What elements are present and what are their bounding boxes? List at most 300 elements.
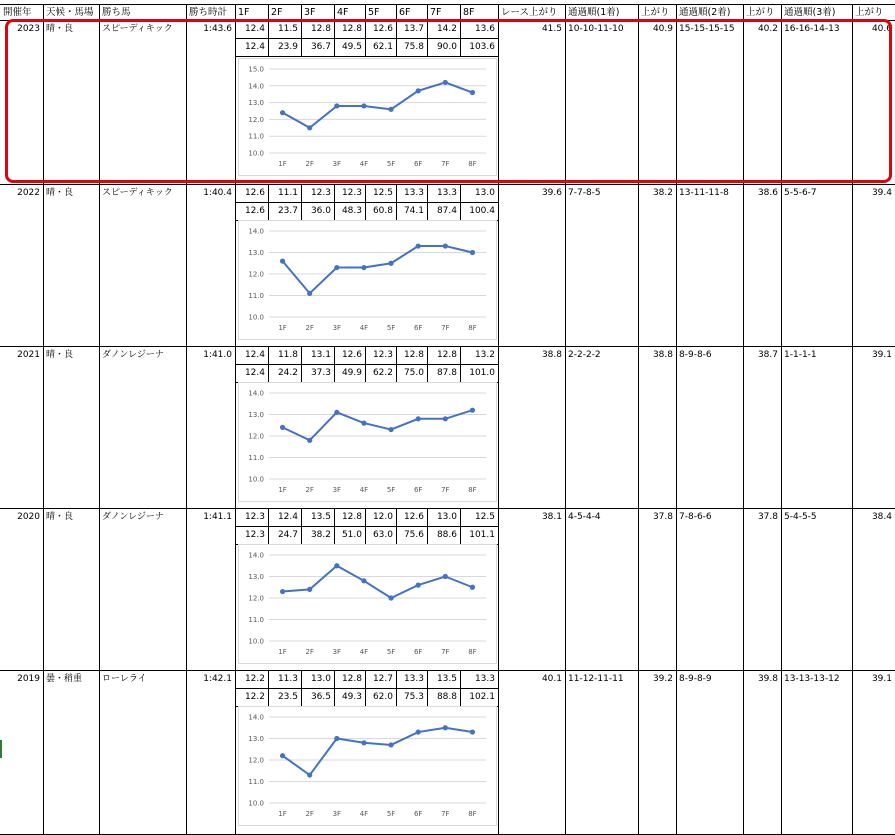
y-tick-label: 10.0 bbox=[248, 313, 264, 322]
data-point-6f bbox=[416, 583, 421, 588]
header-2[interactable]: 勝ち馬 bbox=[102, 7, 131, 18]
lap-7f-cell[interactable]: 13.3 bbox=[436, 188, 457, 198]
data-point-8f bbox=[470, 585, 475, 590]
x-tick-label: 6F bbox=[413, 648, 423, 656]
pass-order-2nd-cell[interactable]: 15-15-15-15 bbox=[679, 24, 735, 34]
pass-order-2nd-cell[interactable]: 13-11-11-8 bbox=[679, 188, 729, 198]
data-point-1f bbox=[280, 425, 285, 430]
grid-line bbox=[235, 4, 236, 835]
y-tick-label: 12.0 bbox=[248, 432, 264, 441]
grid-line bbox=[365, 20, 366, 56]
grid-line bbox=[638, 4, 639, 835]
line-chart-svg bbox=[239, 707, 496, 825]
grid-line bbox=[0, 184, 895, 185]
race-last-cell[interactable]: 41.5 bbox=[541, 24, 562, 34]
pass-order-1st-cell[interactable]: 4-5-4-4 bbox=[568, 512, 601, 522]
x-tick-label: 2F bbox=[305, 486, 314, 494]
last-3rd-cell[interactable]: 39.1 bbox=[871, 674, 892, 684]
header-5[interactable]: 2F bbox=[271, 7, 283, 18]
cumulative-5f-cell[interactable]: 62.2 bbox=[372, 368, 393, 378]
lap-3f-cell[interactable]: 12.8 bbox=[310, 24, 331, 34]
y-tick-label: 15.0 bbox=[248, 65, 264, 74]
x-tick-label: 5F bbox=[386, 648, 396, 656]
winner-cell[interactable]: スピーディキック bbox=[102, 188, 173, 198]
grid-line bbox=[268, 670, 269, 706]
year-cell[interactable]: 2023 bbox=[17, 24, 40, 34]
x-tick-label: 6F bbox=[413, 324, 423, 332]
data-point-5f bbox=[388, 427, 393, 432]
grid-line bbox=[781, 4, 782, 835]
x-tick-label: 4F bbox=[359, 648, 369, 656]
grid-line bbox=[427, 508, 428, 544]
last-3rd-cell[interactable]: 38.4 bbox=[871, 512, 892, 522]
lap-1f-cell[interactable]: 12.2 bbox=[244, 674, 265, 684]
lap-6f-cell[interactable]: 12.8 bbox=[403, 350, 424, 360]
line-chart-svg bbox=[239, 545, 496, 663]
grid-line bbox=[427, 20, 428, 56]
pass-order-3rd-cell[interactable]: 1-1-1-1 bbox=[784, 350, 817, 360]
winner-cell[interactable]: ダノンレジーナ bbox=[102, 350, 164, 360]
grid-line bbox=[427, 4, 428, 20]
data-point-8f bbox=[470, 90, 475, 95]
lap-8f-cell[interactable]: 13.6 bbox=[474, 24, 495, 34]
grid-line bbox=[676, 4, 677, 835]
cumulative-6f-cell[interactable]: 75.6 bbox=[403, 530, 424, 540]
grid-line bbox=[301, 508, 302, 544]
weather-cell[interactable]: 晴・良 bbox=[46, 512, 74, 522]
cumulative-2f-cell[interactable]: 24.7 bbox=[277, 530, 298, 540]
grid-line bbox=[268, 20, 269, 56]
grid-line bbox=[396, 508, 397, 544]
grid-line bbox=[301, 346, 302, 382]
last-3rd-cell[interactable]: 39.4 bbox=[871, 188, 892, 198]
year-cell[interactable]: 2020 bbox=[17, 512, 40, 522]
grid-line bbox=[365, 670, 366, 706]
cumulative-4f-cell[interactable]: 49.5 bbox=[341, 42, 362, 52]
cumulative-4f-cell[interactable]: 49.9 bbox=[341, 368, 362, 378]
data-point-2f bbox=[307, 587, 312, 592]
lap-3f-cell[interactable]: 13.1 bbox=[310, 350, 331, 360]
weather-cell[interactable]: 晴・良 bbox=[46, 188, 74, 198]
grid-line bbox=[743, 4, 744, 835]
data-point-2f bbox=[307, 438, 312, 443]
grid-line bbox=[460, 4, 461, 20]
cumulative-4f-cell[interactable]: 48.3 bbox=[341, 206, 362, 216]
grid-line bbox=[396, 670, 397, 706]
pass-order-3rd-cell[interactable]: 13-13-13-12 bbox=[784, 674, 840, 684]
data-point-8f bbox=[470, 408, 475, 413]
x-tick-label: 3F bbox=[332, 324, 342, 332]
cumulative-7f-cell[interactable]: 90.0 bbox=[436, 42, 457, 52]
lap-5f-cell[interactable]: 12.3 bbox=[372, 350, 393, 360]
lap-5f-cell[interactable]: 12.6 bbox=[372, 24, 393, 34]
lap-time-series-line bbox=[283, 82, 473, 127]
lap-2f-cell[interactable]: 11.3 bbox=[277, 674, 298, 684]
cumulative-4f-cell[interactable]: 49.3 bbox=[341, 692, 362, 702]
x-tick-label: 3F bbox=[332, 160, 342, 168]
race-last-cell[interactable]: 39.6 bbox=[541, 188, 562, 198]
pass-order-3rd-cell[interactable]: 16-16-14-13 bbox=[784, 24, 840, 34]
last-1st-cell[interactable]: 38.2 bbox=[652, 188, 673, 198]
grid-line bbox=[365, 508, 366, 544]
header-3[interactable]: 勝ち時計 bbox=[189, 7, 228, 18]
lap-chart-2022[interactable] bbox=[238, 220, 497, 340]
year-cell[interactable]: 2021 bbox=[17, 350, 40, 360]
data-point-8f bbox=[470, 729, 475, 734]
data-point-4f bbox=[361, 265, 366, 270]
year-cell[interactable]: 2022 bbox=[17, 188, 40, 198]
x-tick-label: 7F bbox=[441, 324, 450, 332]
grid-line bbox=[235, 202, 498, 203]
lap-time-series-line bbox=[283, 246, 473, 293]
grid-line bbox=[268, 184, 269, 220]
lap-2f-cell[interactable]: 11.1 bbox=[277, 188, 298, 198]
header-9[interactable]: 6F bbox=[399, 7, 411, 18]
weather-cell[interactable]: 曇・稍重 bbox=[46, 674, 83, 684]
data-point-6f bbox=[416, 729, 421, 734]
lap-chart-2023[interactable] bbox=[238, 58, 497, 176]
race-last-cell[interactable]: 38.8 bbox=[541, 350, 562, 360]
cumulative-1f-cell[interactable]: 12.3 bbox=[244, 530, 265, 540]
lap-5f-cell[interactable]: 12.5 bbox=[372, 188, 393, 198]
lap-1f-cell[interactable]: 12.3 bbox=[244, 512, 265, 522]
header-18[interactable]: 上がり bbox=[855, 7, 884, 18]
last-2nd-cell[interactable]: 38.7 bbox=[757, 350, 778, 360]
last-1st-cell[interactable]: 37.8 bbox=[652, 512, 673, 522]
cumulative-7f-cell[interactable]: 88.8 bbox=[436, 692, 457, 702]
cumulative-7f-cell[interactable]: 87.8 bbox=[436, 368, 457, 378]
lap-3f-cell[interactable]: 12.3 bbox=[310, 188, 331, 198]
lap-8f-cell[interactable]: 13.3 bbox=[474, 674, 495, 684]
header-17[interactable]: 通過順(3着) bbox=[784, 7, 836, 18]
lap-1f-cell[interactable]: 12.4 bbox=[244, 24, 265, 34]
cumulative-1f-cell[interactable]: 12.6 bbox=[244, 206, 265, 216]
grid-line bbox=[460, 508, 461, 544]
y-tick-label: 14.0 bbox=[248, 227, 264, 236]
header-8[interactable]: 5F bbox=[368, 7, 380, 18]
x-tick-label: 8F bbox=[468, 648, 477, 656]
x-tick-label: 1F bbox=[278, 486, 287, 494]
cumulative-8f-cell[interactable]: 103.6 bbox=[469, 42, 495, 52]
grid-line bbox=[396, 346, 397, 382]
winner-cell[interactable]: スピーディキック bbox=[102, 24, 173, 34]
lap-4f-cell[interactable]: 12.8 bbox=[341, 674, 362, 684]
x-tick-label: 2F bbox=[305, 160, 314, 168]
x-tick-label: 1F bbox=[278, 648, 287, 656]
winner-cell[interactable]: ダノンレジーナ bbox=[102, 512, 164, 522]
x-tick-label: 4F bbox=[359, 486, 369, 494]
time-cell[interactable]: 1:41.1 bbox=[203, 512, 232, 522]
pass-order-3rd-cell[interactable]: 5-5-6-7 bbox=[784, 188, 817, 198]
cumulative-2f-cell[interactable]: 23.7 bbox=[277, 206, 298, 216]
cumulative-2f-cell[interactable]: 23.5 bbox=[277, 692, 298, 702]
last-2nd-cell[interactable]: 37.8 bbox=[757, 512, 778, 522]
x-tick-label: 8F bbox=[468, 324, 477, 332]
lap-7f-cell[interactable]: 14.2 bbox=[436, 24, 457, 34]
data-point-7f bbox=[443, 725, 448, 730]
header-7[interactable]: 4F bbox=[337, 7, 349, 18]
cumulative-7f-cell[interactable]: 87.4 bbox=[436, 206, 457, 216]
year-cell[interactable]: 2019 bbox=[17, 674, 40, 684]
grid-line bbox=[43, 4, 44, 835]
lap-6f-cell[interactable]: 13.3 bbox=[403, 674, 424, 684]
data-point-5f bbox=[388, 595, 393, 600]
x-tick-label: 5F bbox=[386, 810, 396, 818]
time-cell[interactable]: 1:43.6 bbox=[203, 24, 232, 34]
cumulative-6f-cell[interactable]: 75.0 bbox=[403, 368, 424, 378]
data-point-2f bbox=[307, 125, 312, 130]
data-point-3f bbox=[334, 563, 339, 568]
cumulative-6f-cell[interactable]: 75.8 bbox=[403, 42, 424, 52]
x-tick-label: 5F bbox=[386, 160, 396, 168]
lap-6f-cell[interactable]: 13.7 bbox=[403, 24, 424, 34]
time-cell[interactable]: 1:40.4 bbox=[203, 188, 232, 198]
x-tick-label: 3F bbox=[332, 486, 342, 494]
grid-line bbox=[0, 4, 895, 5]
lap-3f-cell[interactable]: 13.0 bbox=[310, 674, 331, 684]
y-tick-label: 11.0 bbox=[248, 132, 264, 141]
pass-order-1st-cell[interactable]: 10-10-11-10 bbox=[568, 24, 624, 34]
header-12[interactable]: レース上がり bbox=[501, 7, 558, 18]
last-2nd-cell[interactable]: 40.2 bbox=[757, 24, 778, 34]
y-tick-label: 11.0 bbox=[248, 292, 264, 300]
x-tick-label: 7F bbox=[441, 648, 450, 656]
lap-6f-cell[interactable]: 12.6 bbox=[403, 512, 424, 522]
x-tick-label: 6F bbox=[413, 486, 423, 494]
grid-line bbox=[396, 4, 397, 20]
lap-7f-cell[interactable]: 13.5 bbox=[436, 674, 457, 684]
last-1st-cell[interactable]: 40.9 bbox=[652, 24, 673, 34]
cumulative-8f-cell[interactable]: 101.1 bbox=[469, 530, 495, 540]
pass-order-2nd-cell[interactable]: 7-8-6-6 bbox=[679, 512, 712, 522]
lap-1f-cell[interactable]: 12.6 bbox=[244, 188, 265, 198]
cumulative-3f-cell[interactable]: 36.5 bbox=[310, 692, 331, 702]
lap-chart-2021[interactable] bbox=[238, 382, 497, 502]
lap-2f-cell[interactable]: 11.5 bbox=[277, 24, 298, 34]
x-tick-label: 8F bbox=[468, 160, 477, 168]
data-point-5f bbox=[388, 742, 393, 747]
lap-7f-cell[interactable]: 13.0 bbox=[436, 512, 457, 522]
data-point-1f bbox=[280, 110, 285, 115]
cumulative-5f-cell[interactable]: 62.0 bbox=[372, 692, 393, 702]
header-13[interactable]: 通過順(1着) bbox=[568, 7, 620, 18]
grid-line bbox=[396, 184, 397, 220]
header-14[interactable]: 上がり bbox=[641, 7, 670, 18]
y-tick-label: 11.0 bbox=[248, 778, 264, 786]
winner-cell[interactable]: ローレライ bbox=[102, 674, 147, 684]
grid-line bbox=[334, 346, 335, 382]
grid-line bbox=[235, 38, 498, 39]
grid-line bbox=[460, 670, 461, 706]
lap-4f-cell[interactable]: 12.6 bbox=[341, 350, 362, 360]
cumulative-3f-cell[interactable]: 36.0 bbox=[310, 206, 331, 216]
header-16[interactable]: 上がり bbox=[746, 7, 775, 18]
cumulative-1f-cell[interactable]: 12.2 bbox=[244, 692, 265, 702]
grid-line bbox=[427, 184, 428, 220]
grid-line bbox=[498, 4, 499, 835]
header-4[interactable]: 1F bbox=[238, 7, 250, 18]
x-tick-label: 2F bbox=[305, 648, 314, 656]
lap-4f-cell[interactable]: 12.8 bbox=[341, 24, 362, 34]
x-tick-label: 1F bbox=[278, 324, 287, 332]
x-tick-label: 8F bbox=[468, 810, 477, 818]
grid-line bbox=[0, 670, 895, 671]
cumulative-5f-cell[interactable]: 60.8 bbox=[372, 206, 393, 216]
pass-order-1st-cell[interactable]: 11-12-11-11 bbox=[568, 674, 624, 684]
line-chart-svg bbox=[239, 383, 496, 501]
grid-line bbox=[427, 346, 428, 382]
header-11[interactable]: 8F bbox=[463, 7, 475, 18]
y-tick-label: 14.0 bbox=[248, 713, 264, 722]
selection-edge-marker bbox=[0, 740, 2, 758]
cumulative-4f-cell[interactable]: 51.0 bbox=[341, 530, 362, 540]
data-point-5f bbox=[388, 261, 393, 266]
data-point-1f bbox=[280, 259, 285, 264]
grid-line bbox=[460, 346, 461, 382]
y-tick-label: 13.0 bbox=[248, 735, 264, 743]
cumulative-5f-cell[interactable]: 62.1 bbox=[372, 42, 393, 52]
last-2nd-cell[interactable]: 39.8 bbox=[757, 674, 778, 684]
weather-cell[interactable]: 晴・良 bbox=[46, 350, 74, 360]
lap-7f-cell[interactable]: 12.8 bbox=[436, 350, 457, 360]
cumulative-8f-cell[interactable]: 100.4 bbox=[469, 206, 495, 216]
header-15[interactable]: 通過順(2着) bbox=[679, 7, 731, 18]
data-point-3f bbox=[334, 265, 339, 270]
lap-chart-2019[interactable] bbox=[238, 706, 497, 826]
data-point-4f bbox=[361, 421, 366, 426]
x-tick-label: 4F bbox=[359, 324, 369, 332]
lap-chart-2020[interactable] bbox=[238, 544, 497, 664]
grid-line bbox=[334, 508, 335, 544]
cumulative-3f-cell[interactable]: 37.3 bbox=[310, 368, 331, 378]
race-last-cell[interactable]: 38.1 bbox=[541, 512, 562, 522]
race-last-cell[interactable]: 40.1 bbox=[541, 674, 562, 684]
lap-4f-cell[interactable]: 12.8 bbox=[341, 512, 362, 522]
last-3rd-cell[interactable]: 39.1 bbox=[871, 350, 892, 360]
grid-line bbox=[235, 364, 498, 365]
x-tick-label: 6F bbox=[413, 810, 423, 818]
data-point-5f bbox=[388, 107, 393, 112]
last-3rd-cell[interactable]: 40.6 bbox=[871, 24, 892, 34]
x-tick-label: 1F bbox=[278, 810, 287, 818]
x-tick-label: 6F bbox=[413, 160, 423, 168]
x-tick-label: 7F bbox=[441, 486, 450, 494]
header-0[interactable]: 開催年 bbox=[3, 7, 32, 18]
y-tick-label: 14.0 bbox=[248, 82, 264, 91]
y-tick-label: 10.0 bbox=[248, 475, 264, 484]
cumulative-8f-cell[interactable]: 101.0 bbox=[469, 368, 495, 378]
data-point-4f bbox=[361, 740, 366, 745]
grid-line bbox=[460, 20, 461, 56]
data-point-1f bbox=[280, 753, 285, 758]
grid-line bbox=[301, 4, 302, 20]
pass-order-2nd-cell[interactable]: 8-9-8-9 bbox=[679, 674, 712, 684]
grid-line bbox=[396, 20, 397, 56]
cumulative-6f-cell[interactable]: 74.1 bbox=[403, 206, 424, 216]
grid-line bbox=[852, 4, 853, 835]
x-tick-label: 3F bbox=[332, 810, 342, 818]
grid-line bbox=[365, 4, 366, 20]
y-tick-label: 13.0 bbox=[248, 249, 264, 257]
y-tick-label: 13.0 bbox=[248, 573, 264, 581]
y-tick-label: 12.0 bbox=[248, 756, 264, 765]
cumulative-3f-cell[interactable]: 36.7 bbox=[310, 42, 331, 52]
last-1st-cell[interactable]: 39.2 bbox=[652, 674, 673, 684]
header-10[interactable]: 7F bbox=[430, 7, 442, 18]
grid-line bbox=[0, 346, 895, 347]
y-tick-label: 14.0 bbox=[248, 551, 264, 560]
y-tick-label: 12.0 bbox=[248, 115, 264, 124]
x-tick-label: 7F bbox=[441, 160, 450, 168]
lap-6f-cell[interactable]: 13.3 bbox=[403, 188, 424, 198]
cumulative-1f-cell[interactable]: 12.4 bbox=[244, 368, 265, 378]
cumulative-7f-cell[interactable]: 88.6 bbox=[436, 530, 457, 540]
weather-cell[interactable]: 晴・良 bbox=[46, 24, 74, 34]
cumulative-2f-cell[interactable]: 24.2 bbox=[277, 368, 298, 378]
x-tick-label: 7F bbox=[441, 810, 450, 818]
grid-line bbox=[334, 4, 335, 20]
time-cell[interactable]: 1:41.0 bbox=[203, 350, 232, 360]
grid-line bbox=[334, 184, 335, 220]
y-tick-label: 11.0 bbox=[248, 454, 264, 462]
pass-order-2nd-cell[interactable]: 8-9-8-6 bbox=[679, 350, 712, 360]
header-6[interactable]: 3F bbox=[304, 7, 316, 18]
lap-5f-cell[interactable]: 12.7 bbox=[372, 674, 393, 684]
lap-8f-cell[interactable]: 13.2 bbox=[474, 350, 495, 360]
y-tick-label: 14.0 bbox=[248, 389, 264, 398]
grid-line bbox=[460, 184, 461, 220]
data-point-7f bbox=[443, 243, 448, 248]
lap-1f-cell[interactable]: 12.4 bbox=[244, 350, 265, 360]
data-point-7f bbox=[443, 80, 448, 85]
grid-line bbox=[0, 20, 895, 21]
lap-8f-cell[interactable]: 12.5 bbox=[474, 512, 495, 522]
lap-4f-cell[interactable]: 12.3 bbox=[341, 188, 362, 198]
lap-2f-cell[interactable]: 11.8 bbox=[277, 350, 298, 360]
grid-line bbox=[365, 184, 366, 220]
lap-5f-cell[interactable]: 12.0 bbox=[372, 512, 393, 522]
cumulative-1f-cell[interactable]: 12.4 bbox=[244, 42, 265, 52]
last-1st-cell[interactable]: 38.8 bbox=[652, 350, 673, 360]
cumulative-3f-cell[interactable]: 38.2 bbox=[310, 530, 331, 540]
x-tick-label: 5F bbox=[386, 486, 396, 494]
lap-3f-cell[interactable]: 13.5 bbox=[310, 512, 331, 522]
pass-order-1st-cell[interactable]: 2-2-2-2 bbox=[568, 350, 601, 360]
header-1[interactable]: 天候・馬場 bbox=[46, 7, 94, 18]
data-point-8f bbox=[470, 250, 475, 255]
data-point-1f bbox=[280, 589, 285, 594]
line-chart-svg bbox=[239, 221, 496, 339]
data-point-2f bbox=[307, 772, 312, 777]
cumulative-8f-cell[interactable]: 102.1 bbox=[469, 692, 495, 702]
cumulative-6f-cell[interactable]: 75.3 bbox=[403, 692, 424, 702]
pass-order-3rd-cell[interactable]: 5-4-5-5 bbox=[784, 512, 817, 522]
y-tick-label: 13.0 bbox=[248, 99, 264, 108]
cumulative-5f-cell[interactable]: 63.0 bbox=[372, 530, 393, 540]
lap-8f-cell[interactable]: 13.0 bbox=[474, 188, 495, 198]
cumulative-2f-cell[interactable]: 23.9 bbox=[277, 42, 298, 52]
pass-order-1st-cell[interactable]: 7-7-8-5 bbox=[568, 188, 601, 198]
data-point-7f bbox=[443, 574, 448, 579]
x-tick-label: 2F bbox=[305, 810, 314, 818]
grid-line bbox=[186, 4, 187, 835]
data-point-4f bbox=[361, 578, 366, 583]
lap-2f-cell[interactable]: 12.4 bbox=[277, 512, 298, 522]
data-point-3f bbox=[334, 410, 339, 415]
time-cell[interactable]: 1:42.1 bbox=[203, 674, 232, 684]
grid-line bbox=[301, 20, 302, 56]
last-2nd-cell[interactable]: 38.6 bbox=[757, 188, 778, 198]
